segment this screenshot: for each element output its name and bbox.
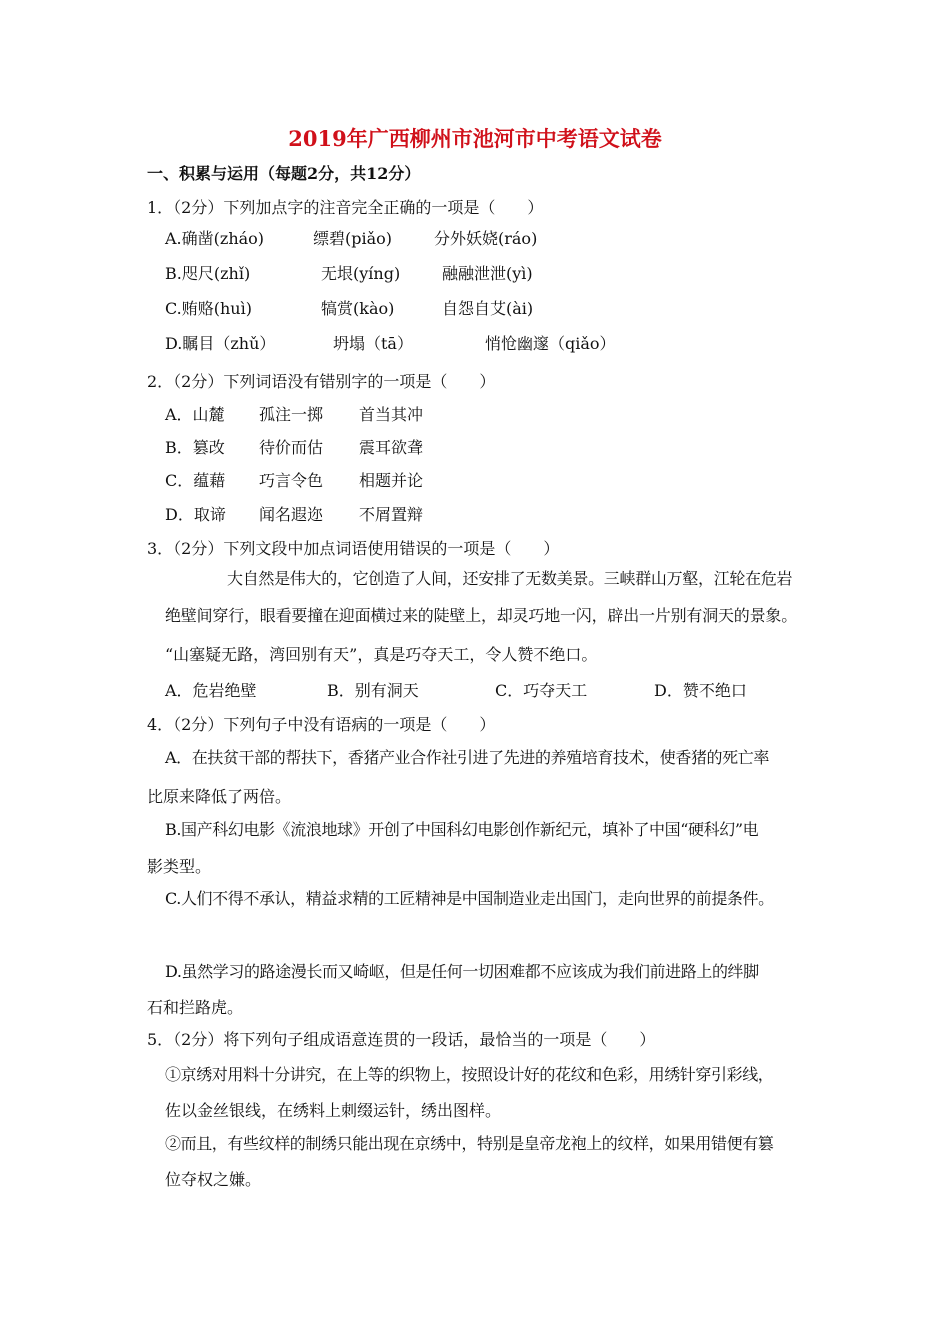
q3-passage-line-2: 绝壁间穿行，眼看要撞在迎面横过来的陡壁上，却灵巧地一闪，辟出一片别有洞天的景象。	[165, 606, 798, 625]
question-5-stem: 5．（2分）将下列句子组成语意连贯的一段话，最恰当的一项是（ ）	[147, 1030, 656, 1049]
q1-option-a-2: 缥碧(piǎo)	[313, 229, 393, 248]
q3-option-a: A．危岩绝壁	[165, 681, 257, 700]
q3-passage-line-3: “山塞疑无路，湾回别有天”，真是巧夺天工，令人赞不绝口。	[165, 645, 598, 664]
q2-option-a-3: 首当其冲	[359, 405, 424, 424]
q4-option-b-line-1: B.国产科幻电影《流浪地球》开创了中国科幻电影创作新纪元，填补了中国“硬科幻”电	[165, 820, 759, 839]
q1-option-c-3: 自怨自艾(ài)	[442, 299, 534, 318]
q3-option-c: C．巧夺天工	[495, 681, 588, 700]
q5-sentence-2-line-1: ②而且，有些纹样的制绣只能出现在京绣中，特别是皇帝龙袍上的纹样，如果用错便有篡	[165, 1134, 774, 1153]
question-1-stem: 1．（2分）下列加点字的注音完全正确的一项是（ ）	[147, 198, 544, 217]
q1-option-d-1: D.瞩目（zhǔ）	[165, 334, 276, 353]
q2-option-c-3: 相题并论	[359, 471, 424, 490]
question-4-stem: 4．（2分）下列句子中没有语病的一项是（ ）	[147, 715, 496, 734]
q1-option-d-3: 悄怆幽邃（qiǎo）	[485, 334, 616, 353]
q2-option-b-1: B．篡改	[165, 438, 225, 457]
q4-option-c-line-1: C.人们不得不承认，精益求精的工匠精神是中国制造业走出国门，走向世界的前提条件。	[165, 889, 774, 908]
q1-option-b-2: 无垠(yíng)	[321, 264, 401, 283]
q3-option-b: B．别有洞天	[327, 681, 419, 700]
q2-option-d-3: 不屑置辩	[359, 505, 424, 524]
q1-option-a-1: A.确凿(zháo)	[165, 229, 265, 248]
section-heading: 一、积累与运用（每题2分，共12分）	[147, 164, 421, 183]
q4-option-d-line-2: 石和拦路虎。	[147, 998, 244, 1017]
q1-option-c-2: 犒赏(kào)	[321, 299, 395, 318]
q4-option-a-line-2: 比原来降低了两倍。	[147, 787, 292, 806]
q1-option-d-2: 坍塌（tā）	[333, 334, 413, 353]
q2-option-c-2: 巧言令色	[259, 471, 324, 490]
q5-sentence-2-line-2: 位夺权之嫌。	[165, 1170, 262, 1189]
question-2-stem: 2．（2分）下列词语没有错别字的一项是（ ）	[147, 372, 496, 391]
q2-option-d-1: D．取谛	[165, 505, 226, 524]
q2-option-d-2: 闻名遐迩	[259, 505, 324, 524]
q2-option-b-3: 震耳欲聋	[359, 438, 424, 457]
q2-option-c-1: C．蕴藉	[165, 471, 226, 490]
q5-sentence-1-line-2: 佐以金丝银线，在绣料上刺缀运针，绣出图样。	[165, 1101, 502, 1120]
q3-option-d: D．赞不绝口	[654, 681, 747, 700]
q3-passage-line-1: 大自然是伟大的，它创造了人间，还安排了无数美景。三峡群山万壑，江轮在危岩	[227, 569, 793, 588]
q4-option-b-line-2: 影类型。	[147, 857, 212, 876]
q4-option-d-line-1: D.虽然学习的路途漫长而又崎岖，但是任何一切困难都不应该成为我们前进路上的绊脚	[165, 962, 759, 981]
q1-option-c-1: C.贿赂(huì)	[165, 299, 252, 318]
q5-sentence-1-line-1: ①京绣对用料十分讲究，在上等的织物上，按照设计好的花纹和色彩，用绣针穿引彩线，	[165, 1065, 774, 1084]
q2-option-a-1: A．山麓	[165, 405, 225, 424]
q1-option-b-3: 融融泄泄(yì)	[442, 264, 533, 283]
q2-option-b-2: 待价而估	[259, 438, 324, 457]
question-3-stem: 3．（2分）下列文段中加点词语使用错误的一项是（ ）	[147, 539, 560, 558]
q1-option-b-1: B.咫尺(zhǐ)	[165, 264, 251, 283]
q4-option-a-line-1: A．在扶贫干部的帮扶下，香猪产业合作社引进了先进的养殖培育技术，使香猪的死亡率	[165, 748, 769, 767]
exam-title: 2019年广西柳州市池河市中考语文试卷	[288, 126, 662, 151]
q1-option-a-3: 分外妖娆(ráo)	[434, 229, 538, 248]
q2-option-a-2: 孤注一掷	[259, 405, 324, 424]
